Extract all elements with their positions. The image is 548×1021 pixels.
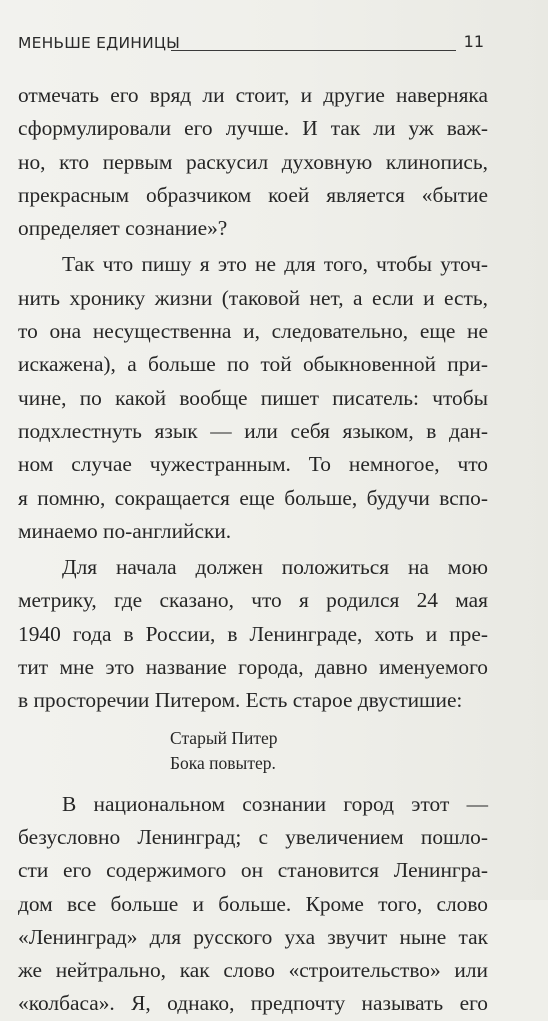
text-line: в просторечии Питером. Есть старое двустишие: [18, 688, 463, 713]
paragraph-2 [18, 248, 488, 548]
text-line: нить хронику жизни (таковой нет, а если и есть, [18, 285, 488, 310]
text-line: «колбаса». Я, однако, предпочту называть его [18, 991, 488, 1016]
text-line: прекрасным образчиком коей является «бытие [18, 182, 488, 207]
text-line: Так что пишу я это не для того, чтобы уточ- [62, 252, 488, 277]
text-line: я помню, сокращается еще больше, будучи вспо- [18, 485, 488, 510]
paragraph-1 [18, 79, 488, 245]
text-line: искажена), а больше по той обыкновенной при- [18, 352, 488, 377]
header-rule [171, 50, 456, 51]
text-line: 1940 года в России, в Ленинграде, хоть и пре- [18, 621, 488, 646]
text-line: чине, по какой вообще пишет писатель: чтобы [18, 385, 488, 410]
text-line: безусловно Ленинград; с увеличением пошло- [18, 824, 488, 849]
text-line: «Ленинград» для русского уха звучит ныне так [18, 924, 488, 949]
body-text [18, 79, 488, 1021]
verse-line: Бока повытер. [170, 752, 276, 773]
text-line: же нейтрально, как слово «строительство» или [18, 958, 488, 983]
text-line: подхлестнуть язык — или себя языком, в дан- [18, 418, 488, 443]
text-line: но, кто первым раскусил духовную клинопись, [18, 149, 488, 174]
verse-couplet [18, 726, 488, 776]
page-header [18, 28, 498, 54]
text-line: дом все больше и больше. Кроме того, слово [18, 891, 488, 916]
page-number: 11 [463, 32, 484, 51]
paragraph-4 [18, 788, 488, 1021]
text-line: Для начала должен положиться на мою [62, 555, 488, 580]
verse-line: Старый Питер [170, 727, 278, 748]
text-line: определяет сознание»? [18, 216, 228, 241]
text-line: сформулировали его лучше. И так ли уж важ- [18, 116, 488, 141]
text-line: минаемо по-английски. [18, 518, 232, 543]
text-line: ном случае чужестранным. То немногое, что [18, 452, 488, 477]
text-line: сти его содержимого он становится Ленингра- [18, 858, 488, 883]
running-head: МЕНЬШЕ ЕДИНИЦЫ [18, 34, 181, 52]
text-line: отмечать его вряд ли стоит, и другие наверняка [18, 83, 488, 107]
text-line: то она несущественна и, следовательно, еще не [18, 319, 488, 344]
text-line: В национальном сознании город этот — [62, 791, 488, 816]
text-line: тит мне это название города, давно именуемого [18, 655, 488, 680]
text-line: метрику, где сказано, что я родился 24 мая [18, 588, 488, 613]
paragraph-3 [18, 551, 488, 717]
